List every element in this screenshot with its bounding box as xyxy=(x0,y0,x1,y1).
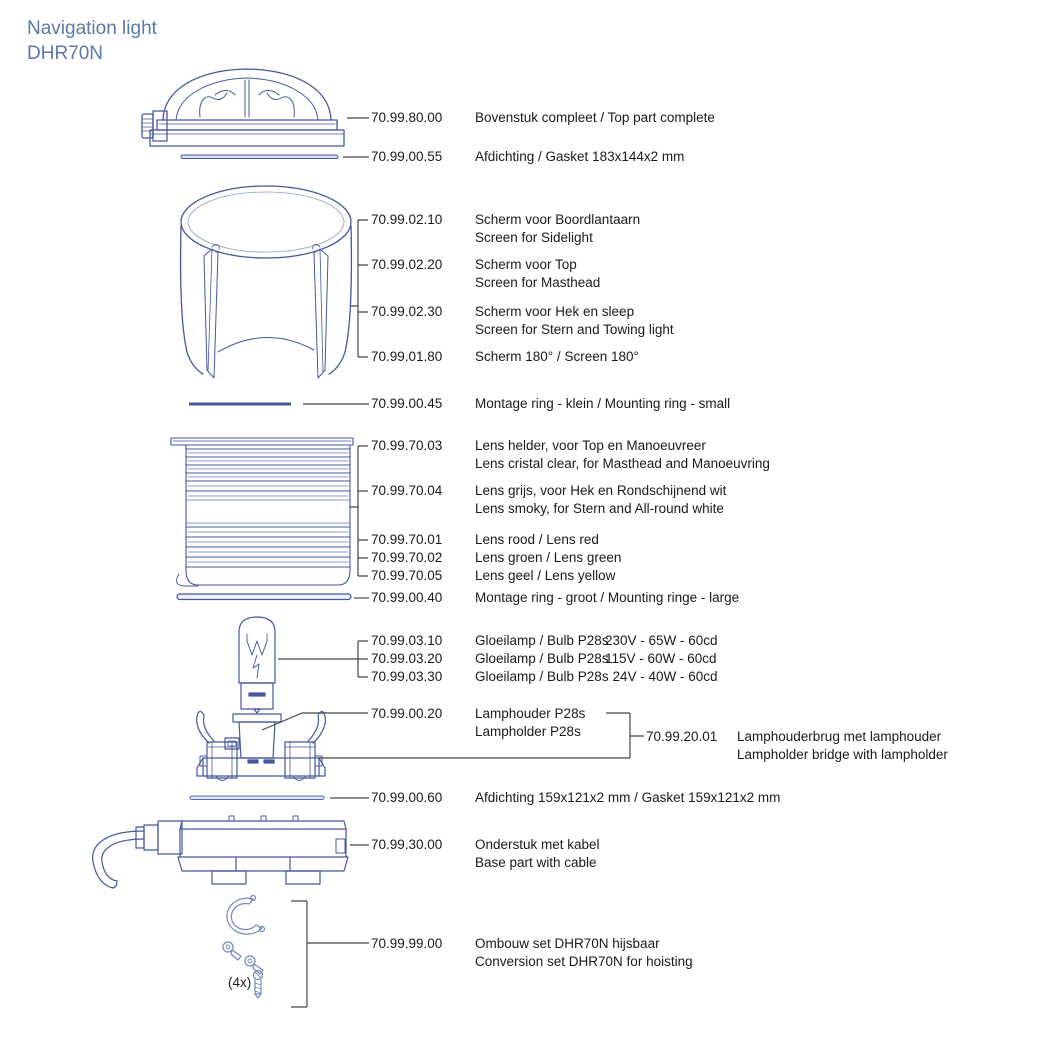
part-description-line: Lamphouderbrug met lamphouder xyxy=(737,729,942,744)
part-number: 70.99.00.45 xyxy=(371,396,443,411)
part-description-line: Afdichting 159x121x2 mm / Gasket 159x121x2 mm xyxy=(475,790,781,805)
bulb-voltage: 115V - 60W - 60cd xyxy=(605,651,717,666)
part-description xyxy=(475,437,770,473)
part-row xyxy=(371,935,693,971)
part-number: 70.99.01.80 xyxy=(371,349,443,364)
part-number: 70.99.70.02 xyxy=(371,550,443,565)
part-number: 70.99.03.30 xyxy=(371,669,443,684)
part-row xyxy=(371,650,717,668)
part-number: 70.99.00.40 xyxy=(371,590,443,605)
part-description-line: Montage ring - groot / Mounting ringe - large xyxy=(475,590,740,605)
part-row xyxy=(371,348,639,366)
part-number: 70.99.03.20 xyxy=(371,651,443,666)
part-description xyxy=(475,632,718,650)
screen-cylinder-drawing xyxy=(181,186,352,378)
part-description xyxy=(475,531,599,549)
part-description-line: Screen for Stern and Towing light xyxy=(475,322,674,337)
part-description-line: Lens groen / Lens green xyxy=(475,550,622,565)
part-number: 70.99.20.01 xyxy=(646,729,718,744)
part-description xyxy=(475,567,615,585)
part-number: 70.99.99.00 xyxy=(371,936,443,951)
part-number: 70.99.03.10 xyxy=(371,633,443,648)
part-row xyxy=(371,836,600,872)
part-description xyxy=(475,789,780,807)
part-row xyxy=(371,549,621,567)
part-row xyxy=(371,531,599,549)
part-row xyxy=(371,148,684,166)
part-description-line: Lens smoky, for Stern and All-round white xyxy=(475,501,724,516)
part-row xyxy=(371,632,718,650)
part-number: 70.99.00.20 xyxy=(371,706,443,721)
part-description-line: Lens geel / Lens yellow xyxy=(475,568,616,583)
part-description xyxy=(475,705,585,741)
top-part-drawing xyxy=(142,69,344,146)
part-description xyxy=(475,256,600,292)
gasket-large-drawing xyxy=(181,155,338,159)
part-description xyxy=(475,348,639,366)
part-description xyxy=(475,211,640,247)
part-row xyxy=(646,728,948,764)
lens-drawing xyxy=(171,438,353,586)
part-description-line: Gloeilamp / Bulb P28s xyxy=(475,669,609,684)
part-row xyxy=(371,705,585,741)
part-description-line: Conversion set DHR70N for hoisting xyxy=(475,954,693,969)
part-description-line: Base part with cable xyxy=(475,855,597,870)
part-description xyxy=(475,303,674,339)
part-description-line: Montage ring - klein / Mounting ring - small xyxy=(475,396,731,411)
part-description-line: Scherm voor Hek en sleep xyxy=(475,304,635,319)
part-description-line: Screen for Masthead xyxy=(475,275,601,290)
part-row xyxy=(371,256,600,292)
mounting-ring-large-drawing xyxy=(177,594,351,600)
part-description-line: Scherm voor Top xyxy=(475,257,577,272)
part-row xyxy=(371,109,715,127)
part-description-line: Gloeilamp / Bulb P28s xyxy=(475,633,609,648)
part-number: 70.99.70.01 xyxy=(371,532,443,547)
part-row xyxy=(371,589,739,607)
part-description xyxy=(475,549,621,567)
part-row xyxy=(371,395,730,413)
part-row xyxy=(371,437,770,473)
part-row xyxy=(371,567,615,585)
part-description-line: Scherm voor Boordlantaarn xyxy=(475,212,641,227)
part-description-line: Ombouw set DHR70N hijsbaar xyxy=(475,936,660,951)
lampholder-bridge-drawing xyxy=(197,712,326,781)
part-description xyxy=(475,668,718,686)
part-number: 70.99.70.03 xyxy=(371,438,443,453)
part-description-line: Lampholder bridge with lampholder xyxy=(737,747,948,762)
part-description-line: Lampholder P28s xyxy=(475,724,581,739)
gasket-small-drawing xyxy=(190,796,324,800)
part-row xyxy=(371,303,674,339)
part-number: 70.99.00.60 xyxy=(371,790,443,805)
part-number: 70.99.00.55 xyxy=(371,149,443,164)
part-description-line: Afdichting / Gasket 183x144x2 mm xyxy=(475,149,685,164)
part-description xyxy=(737,728,948,764)
part-row xyxy=(371,211,640,247)
quantity-label: (4x) xyxy=(228,975,252,990)
part-number: 70.99.30.00 xyxy=(371,837,443,852)
part-description-line: Lamphouder P28s xyxy=(475,706,586,721)
page-title-line2: DHR70N xyxy=(27,43,104,64)
base-part-with-cable-drawing xyxy=(93,816,348,888)
page-title xyxy=(27,16,157,66)
part-description-line: Lens rood / Lens red xyxy=(475,532,599,547)
part-description-line: Lens cristal clear, for Masthead and Manoeuvring xyxy=(475,456,770,471)
part-description xyxy=(475,650,717,668)
part-number: 70.99.80.00 xyxy=(371,110,443,125)
part-description xyxy=(475,109,715,127)
part-description-line: Bovenstuk compleet / Top part complete xyxy=(475,110,715,125)
part-row xyxy=(371,789,780,807)
part-row xyxy=(371,668,718,686)
part-number: 70.99.02.20 xyxy=(371,257,443,272)
bulb-drawing xyxy=(239,617,275,713)
page-title-line1: Navigation light xyxy=(27,18,157,39)
part-description xyxy=(475,935,693,971)
part-description xyxy=(475,395,730,413)
part-description-line: Lens grijs, voor Hek en Rondschijnend wit xyxy=(475,483,727,498)
part-description xyxy=(475,836,600,872)
part-description xyxy=(475,589,739,607)
part-description-line: Onderstuk met kabel xyxy=(475,837,600,852)
part-number: 70.99.70.04 xyxy=(371,483,443,498)
part-description xyxy=(475,482,726,518)
part-row xyxy=(371,482,726,518)
part-number: 70.99.02.10 xyxy=(371,212,443,227)
part-description-line: Scherm 180° / Screen 180° xyxy=(475,349,639,364)
part-description-line: Screen for Sidelight xyxy=(475,230,593,245)
part-description-line: Gloeilamp / Bulb P28s xyxy=(475,651,609,666)
part-number: 70.99.02.30 xyxy=(371,304,443,319)
bulb-voltage: 230V - 65W - 60cd xyxy=(605,633,718,648)
part-description xyxy=(475,148,684,166)
part-number: 70.99.70.05 xyxy=(371,568,443,583)
bulb-voltage: 24V - 40W - 60cd xyxy=(605,669,718,684)
part-description-line: Lens helder, voor Top en Manoeuvreer xyxy=(475,438,706,453)
